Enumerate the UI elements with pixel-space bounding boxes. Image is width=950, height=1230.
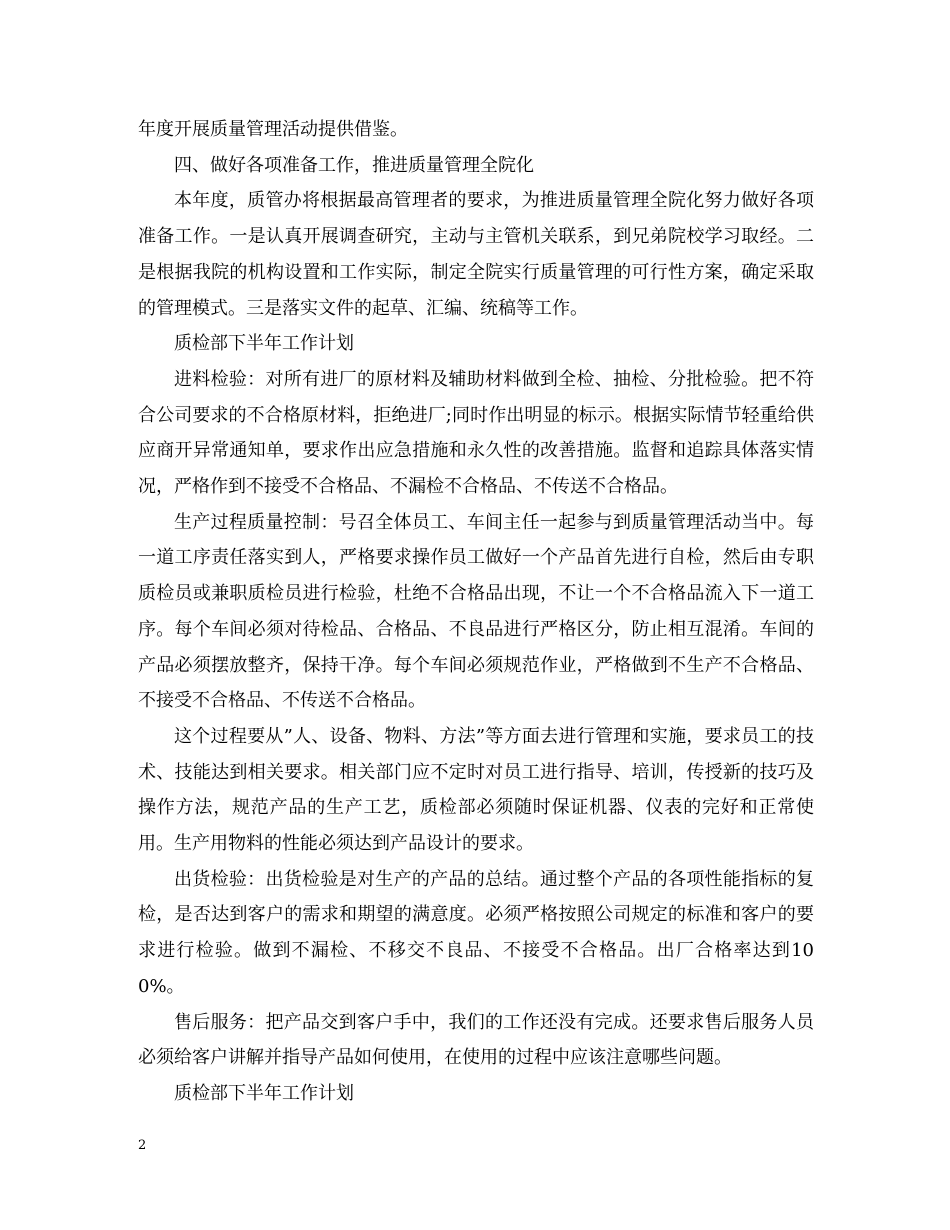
paragraph: 进料检验：对所有进厂的原材料及辅助材料做到全检、抽检、分批检验。把不符合公司要求的不合格原材料，拒绝进厂;同时作出明显的标示。根据实际情节轻重给供应商开异常通知单，要求作出应急措施和永久性的改善措施。监督和追踪具体落实情况，严格作到不接受不合格品、不漏检不合格品、不传送不合格品。 [138, 368, 814, 498]
section-heading: 质检部下半年工作计划 [174, 1082, 354, 1104]
paragraph: 售后服务：把产品交到客户手中，我们的工作还没有完成。还要求售后服务人员必须给客户讲解并指导产品如何使用，在使用的过程中应该注意哪些问题。 [138, 1011, 814, 1069]
paragraph: 这个过程要从”人、设备、物料、方法”等方面去进行管理和实施，要求员工的技术、技能达到相关要求。相关部门应不定时对员工进行指导、培训，传授新的技巧及操作方法，规范产品的生产工艺，质检部必须随时保证机器、仪表的完好和正常使用。生产用物料的性能必须达到产品设计的要求。 [138, 725, 814, 855]
document-body [138, 112, 814, 1112]
page-number: 2 [138, 1138, 147, 1153]
section-heading: 质检部下半年工作计划 [174, 333, 354, 355]
paragraph: 生产过程质量控制：号召全体员工、车间主任一起参与到质量管理活动当中。每一道工序责任落实到人，严格要求操作员工做好一个产品首先进行自检，然后由专职质检员或兼职质检员进行检验，杜绝不合格品出现，不让一个不合格品流入下一道工序。每个车间必须对待检品、合格品、不良品进行严格区分，防止相互混淆。车间的产品必须摆放整齐，保持干净。每个车间必须规范作业，严格做到不生产不合格品、不接受不合格品、不传送不合格品。 [138, 511, 814, 712]
paragraph: 出货检验：出货检验是对生产的产品的总结。通过整个产品的各项性能指标的复检，是否达到客户的需求和期望的满意度。必须严格按照公司规定的标准和客户的要求进行检验。做到不漏检、不移交不良品、不接受不合格品。出厂合格率达到100%。 [138, 868, 814, 997]
section-heading: 四、做好各项准备工作，推进质量管理全院化 [174, 154, 534, 176]
paragraph-continuation: 年度开展质量管理活动提供借鉴。 [138, 119, 408, 140]
paragraph: 本年度，质管办将根据最高管理者的要求，为推进质量管理全院化努力做好各项准备工作。一是认真开展调查研究，主动与主管机关联系，到兄弟院校学习取经。二是根据我院的机构设置和工作实际，制定全院实行质量管理的可行性方案，确定采取的管理模式。三是落实文件的起草、汇编、统稿等工作。 [138, 190, 814, 319]
